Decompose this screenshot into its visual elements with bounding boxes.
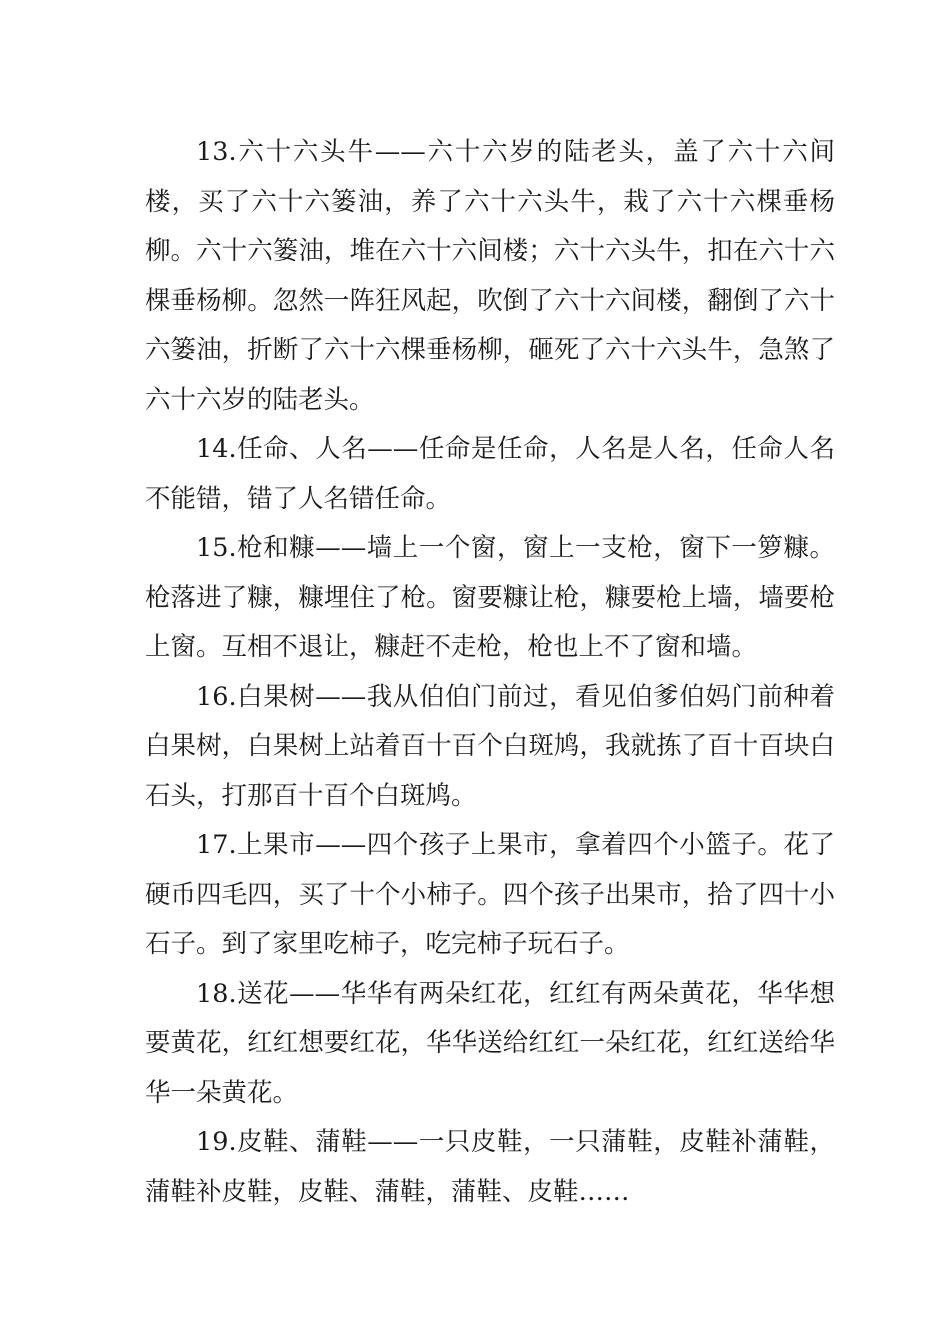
paragraph-13: 13.六十六头牛——六十六岁的陆老头，盖了六十六间楼，买了六十六篓油，养了六十六头牛，栽了六十六棵垂杨柳。六十六篓油，堆在六十六间楼；六十六头牛，扣在六十六棵垂杨柳。忽然一阵狂风起，吹倒了六十六间楼，翻倒了六十六篓油，折断了六十六棵垂杨柳，砸死了六十六头牛，急煞了六十六岁的陆老头。: [145, 137, 835, 415]
paragraph-17: 17.上果市——四个孩子上果市，拿着四个小篮子。花了硬币四毛四，买了十个小柿子。四个孩子出果市，拾了四十小石子。到了家里吃柿子，吃完柿子玩石子。: [145, 830, 835, 959]
paragraph-15: 15.枪和糠——墙上一个窗，窗上一支枪，窗下一箩糠。枪落进了糠，糠埋住了枪。窗要糠让枪，糠要枪上墙，墙要枪上窗。互相不退让，糠赶不走枪，枪也上不了窗和墙。: [145, 533, 835, 662]
document-page: [145, 128, 835, 1217]
paragraph-16: 16.白果树——我从伯伯门前过，看见伯爹伯妈门前种着白果树，白果树上站着百十百个白斑鸠，我就拣了百十百块白石头，打那百十百个白斑鸠。: [145, 681, 835, 811]
paragraph-14: 14.任命、人名——任命是任命，人名是人名，任命人名不能错，错了人名错任命。: [145, 434, 835, 514]
paragraph-19: 19.皮鞋、蒲鞋——一只皮鞋，一只蒲鞋，皮鞋补蒲鞋，蒲鞋补皮鞋，皮鞋、蒲鞋，蒲鞋、皮鞋……: [145, 1127, 835, 1207]
paragraph-18: 18.送花——华华有两朵红花，红红有两朵黄花，华华想要黄花，红红想要红花，华华送给红红一朵红花，红红送给华华一朵黄花。: [145, 978, 835, 1108]
